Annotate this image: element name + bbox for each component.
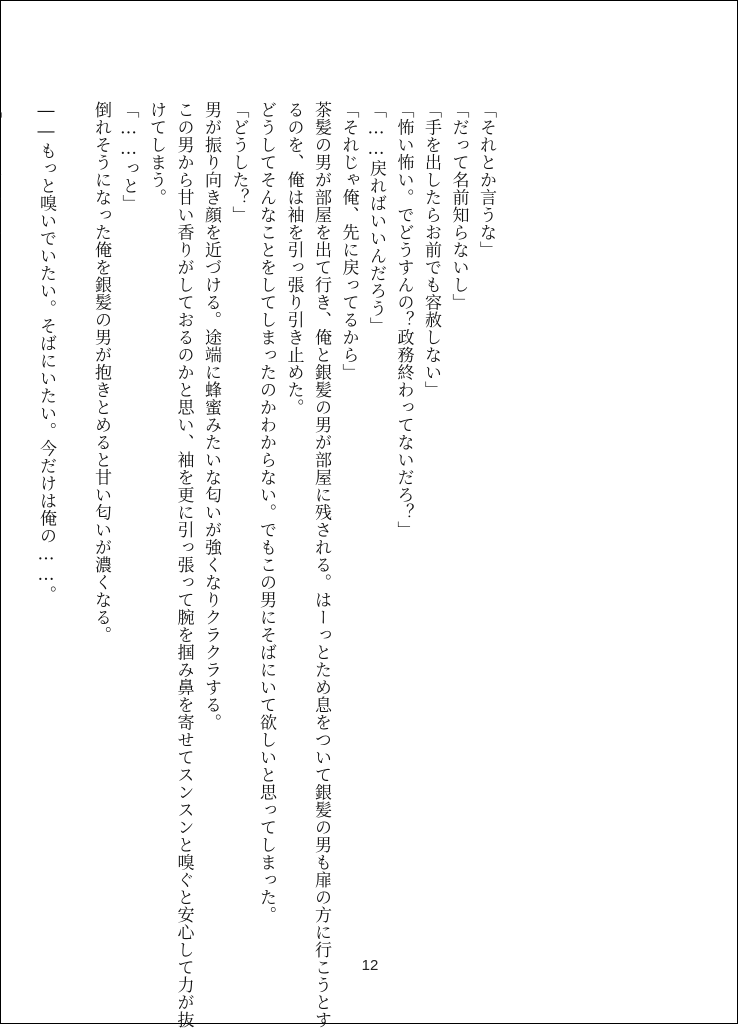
text-line xyxy=(0,101,4,901)
text-line: 「どうした？」 xyxy=(228,101,249,224)
text-line: 「だって名前知らないし」 xyxy=(448,101,469,311)
text-line: 「……っと」 xyxy=(118,101,139,212)
text-line: どうしてそんなことをしてしまったのかわからない。でもこの男にそばにいて欲しいと思ってしまった。 xyxy=(256,101,276,924)
text-line: 「怖い怖い。でどうすんの？政務終わってないだろ？」 xyxy=(393,101,414,539)
text-line: 「手を出したらお前でも容赦しない」 xyxy=(421,101,441,399)
text-line: るのを、俺は袖を引っ張り引き止めた。 xyxy=(283,101,304,416)
blank-line xyxy=(4,101,32,901)
page-number: 12 xyxy=(361,957,379,974)
text-line: 「……戻ればいいんだろう」 xyxy=(366,101,386,335)
text-line: 倒れそうになった俺を銀髪の男が抱きとめると甘い匂いが濃くなる。 xyxy=(91,101,111,644)
text-line: けてしまう。 xyxy=(146,101,166,206)
blank-line xyxy=(59,101,87,901)
text-line: 茶髪の男が部屋を出て行き、俺と銀髪の男が部屋に残される。はーっとため息をついて銀髪の男も扉の方に行こうとす xyxy=(311,101,331,1029)
text-line: 男が振り向き顔を近づける。途端に蜂蜜みたいな匂いが強くなりクラクラする。 xyxy=(201,101,221,731)
text-line: 「それじゃ俺、先に戻ってるから」 xyxy=(338,101,359,381)
text-line: この男から甘い香りがしておるのかと思い、袖を更に引っ張って腕を掴み鼻を寄せてスンスンと嗅ぐと安心して力が抜 xyxy=(173,101,194,1029)
text-line: ――もっと嗅いでいたい。そばにいたい。今だけは俺の……。 xyxy=(36,101,56,603)
text-line: 「それとか言うな」 xyxy=(476,101,496,259)
